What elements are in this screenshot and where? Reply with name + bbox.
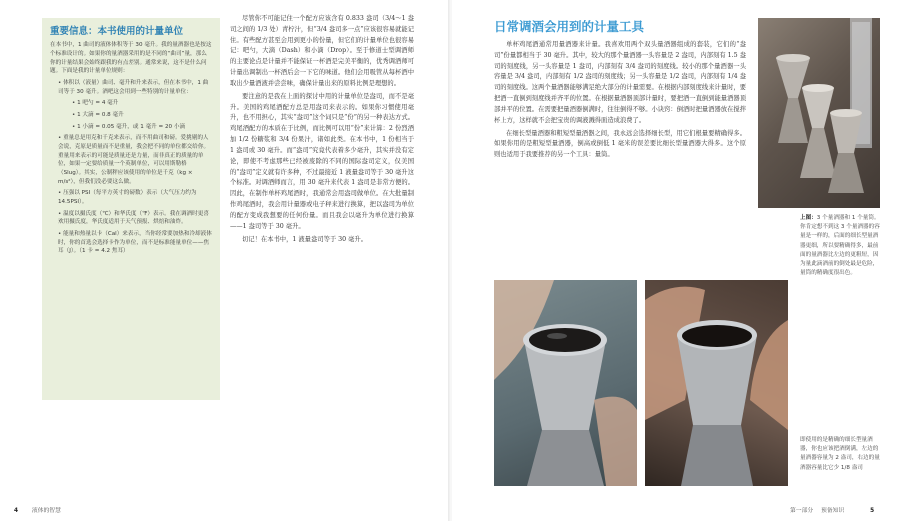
left-body-column <box>230 14 414 247</box>
top-photo-caption <box>800 214 882 279</box>
caption-text: 3 个量酒器和 1 个量筒。你肯定想不到这 3 个量酒器的容量是一样的，后面的细长型量酒器更细，所以要精确得多，最前面的量酒器比左边的更粗短，因为量此滴酒前的倒处最是危险，量筒的精确度很出色。 <box>800 215 880 277</box>
right-footer <box>790 505 874 514</box>
sidebar-weight-rule: • 重量总是用克和千克来表示，而不用曲司和磅。爱挑剔的人会说，克原是质量而不是重量，我会把不同的单位都交给你。重量用来表示的可能是质量还是力量，而非真正的质量的单位，如果一定要给质量一个英制单位，可以用斯勒格（Slug）。其实，公制秤应该使用的单位是千克（kg × m/s²），但我们没必要这么做。 <box>58 135 210 185</box>
running-title: 液体的智慧 <box>31 508 61 514</box>
page-number: 4 <box>14 508 19 514</box>
sidebar-volume-rule: • 体积以（液量）曲司、毫升和升来表示，但在本书中，1 曲司等于 30 毫升。酒吧这会用到一些特别的计量单位： <box>58 80 209 95</box>
jiggers-photo <box>758 18 880 208</box>
section-label: 预备知识 <box>821 508 845 514</box>
jigger-pour-photo-left <box>494 280 637 486</box>
section-heading: 日常调酒会用到的计量工具 <box>494 19 645 34</box>
sidebar-energy-rule: • 能量和热量以卡（Cal）来表示，当你经常要加热和冷却液体时，你的首选会选择卡作为单位，而不是标准能量单位——焦耳（J）。（1 卡 = 4.2 焦耳） <box>58 230 212 255</box>
body-paragraph: 单杯鸡尾酒通常用量酒器来计量。我喜欢用两个双头量酒器组成的套装，它们的“盎司”份量都相当于 30 毫升。其中，较大的那个量酒器一头容量是 2 盎司，内部刻有 1.5 盎司的刻度线，另一头容量是 1 盎司，内部刻有 3/4 盎司的刻度线。较小的那个量酒器一头容量是 3/4 盎司，内部刻有 1/2 盎司的刻度线；另一头容量是 1/2 盎司，内部刻有 1/4 盎司的刻度线。这两个量酒器能够满足绝大部分的计量需要。在根据内部刻度线来计量时，要把酒一直倒到刻度线并齐平的位置。在根据量酒器顶部计量时，要把酒一直倒到能量酒器顶部并平的位置。在需要把量酒器倒满时，往往倒得不够。小诀窍：倒酒时把量酒器放在搅拌杯上方，这样就不会把宝贵的调液溅得面造成浪费了。 <box>494 41 746 124</box>
jigger-top-view-left <box>494 280 637 486</box>
sidebar-temperature-rule: • 温度以摄氏度（℃）和华氏度（℉）表示。我在调酒时更喜欢用摄氏度，华氏度适用于天气预报、烘焙和油炸。 <box>58 210 209 226</box>
jigger-pour-photo-right <box>645 280 788 486</box>
sidebar-intro: 在本书中，1 曲司的液体体积等于 30 毫升。我的量酒器也是按这个标准设计的。如果你的量酒器采用的是不同的“曲司”量，那么你的计量结果会始终跟我的有点差别。通常来说，这不是什么问题。下面是我的计量单位规则： <box>50 42 212 75</box>
right-body-column <box>494 40 746 163</box>
bottom-photo-caption: 即使用的是精确的细长型量酒器，你也应该把酒倒满，左边的量酒器容量为 2 盎司，右边的量酒器容量比它少 1/8 盎司 <box>800 437 880 471</box>
sidebar-unit-item: • 1 吧勺 = 4 毫升 <box>72 100 119 107</box>
body-paragraph: 尽管你不可能记住一个配方应该含有 0.833 盎司（3/4～1 盎司之间的 1/3 处）青柠汁，但“3/4 盎司多一点”应该很容易就能记住。有些配方甚至会用到更小的份量，但它们的计量单位也很容易记：吧勺，大滴（Dash）和小滴（Drop）。至于修道士型调酒师的主要论点是计量并不能保证一杯酒是完美平衡的，优秀调酒师可计量出调制出一杯酒后会一下它的味道。他们会用吸管从每杯酒中取出少量酒液并尝尝味，确保计量出来的原料比例是理想的。 <box>230 15 414 87</box>
info-sidebar <box>42 18 220 400</box>
left-footer <box>14 505 61 514</box>
caption-lead: 上图： <box>800 215 817 221</box>
sidebar-unit-item: • 1 大滴 = 0.8 毫升 <box>72 111 124 118</box>
jigger-top-view-right <box>645 280 788 486</box>
sidebar-title: 重要信息：本书使用的计量单位 <box>50 26 184 37</box>
body-paragraph: 切记！在本书中，1 液量盎司等于 30 毫升。 <box>242 235 368 243</box>
page-number: 5 <box>870 508 875 514</box>
sidebar-unit-item: • 1 小滴 = 0.05 毫升，或 1 毫升 = 20 小滴 <box>72 123 186 130</box>
body-paragraph: 要注意的是我在上面的探讨中用的计量单位是盎司，而不是毫升。美国的鸡尾酒配方总是用盎司来表示的。如果你习惯使用毫升，也不用担心，其实“盎司”这个词只是“份”的另一种表达方式。鸡尾酒配方的本质在于比例，而比例可以用“份”来计算：2 份烈酒加 1/2 份糖浆和 3/4 份果汁，诸如此类。在本书中，1 份相当于 1 盎司或 30 毫升。而“盎司”究竟代表着多少毫升，其实并没有定论，即使不考虑那些已经被废除的不同的国际盎司定义，仅美国的“盎司”定义就有许多种，不过最接近 1 液量盎司等于 30 毫升这个标准。对调酒师而言，用 30 毫升来代表 1 盎司是非常方便的。因此，在制作单杯鸡尾酒时，我通常会用盎司做单位。在大批量制作鸡尾酒时，我会用计量器或电子秤来进行换算，把以盎司为单位的配方变成我想要的任何份量。而且我会以毫升为单位进行换算——1 盎司等于 30 毫升。 <box>230 92 414 230</box>
sidebar-pressure-rule: • 压强以 PSI（每平方英寸的磅数）表示（大气压力约为 14.5PSI）。 <box>58 190 197 205</box>
jiggers-illustration <box>758 18 880 208</box>
body-paragraph: 在细长型量酒器和粗短型量酒器之间，我永远会选择细长型，用它们根量要精确得多。如果你用的是粗短型量酒器，倒高或倒低 1 毫米的误差要比细长型量酒器大得多。这个原则也适用于我要推荐的另一个工具：量筒。 <box>494 129 746 159</box>
part-label: 第一部分 <box>790 508 814 514</box>
